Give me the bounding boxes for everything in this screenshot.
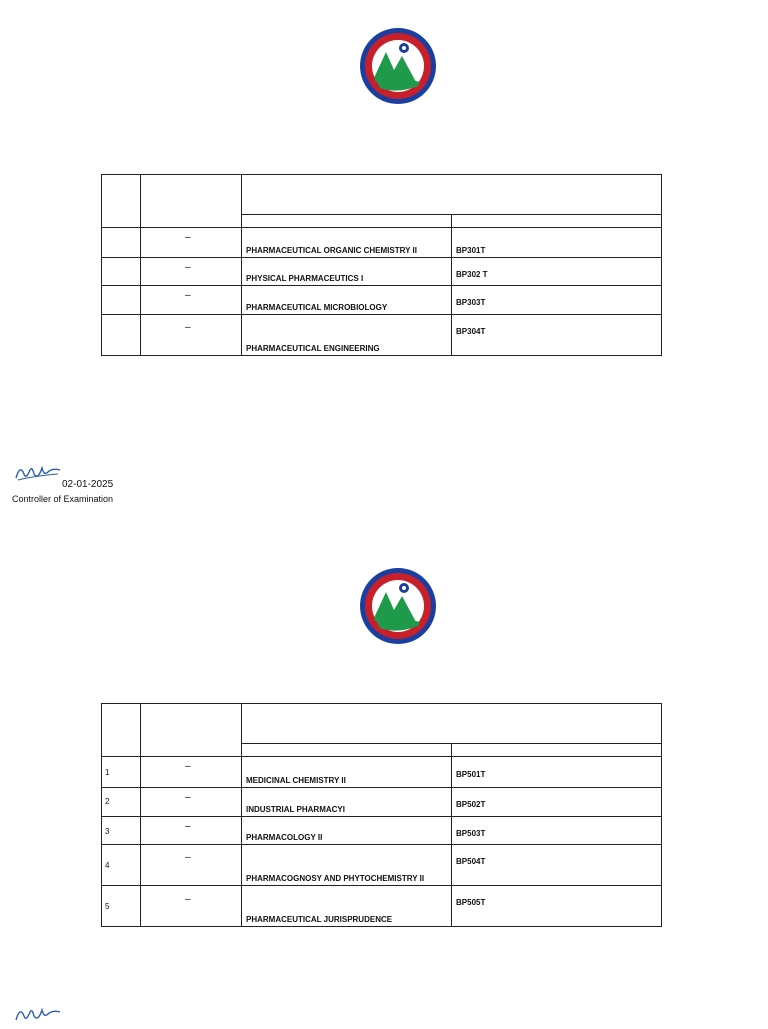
signatory-title: Controller of Examination (12, 494, 114, 504)
subject-code: BP301T (456, 246, 486, 255)
table-row (102, 817, 662, 845)
table-row (102, 258, 662, 286)
header-cell (242, 704, 662, 744)
university-logo (358, 26, 438, 106)
date-dash: – (185, 761, 191, 772)
subject-code: BP505T (456, 898, 486, 907)
signature-date: 02-01-2025 (62, 479, 114, 490)
subject-code: BP504T (456, 857, 486, 866)
serial-number: 3 (105, 827, 110, 836)
subject-name: PHARMACOLOGY II (246, 833, 323, 842)
header-cell (141, 175, 242, 228)
date-dash: – (185, 290, 191, 301)
table-row (102, 886, 662, 927)
serial-number: 2 (105, 797, 110, 806)
date-dash: – (185, 792, 191, 803)
date-dash: – (185, 322, 191, 333)
date-dash: – (185, 821, 191, 832)
subject-name: PHARMACOGNOSY AND PHYTOCHEMISTRY II (246, 874, 425, 883)
date-dash: – (185, 262, 191, 273)
subject-code: BP502T (456, 800, 486, 809)
header-cell (141, 704, 242, 757)
subject-code: BP501T (456, 770, 486, 779)
subject-name: PHYSICAL PHARMACEUTICS I (246, 274, 364, 283)
table-row (102, 315, 662, 356)
header-cell (102, 175, 141, 228)
subject-code: BP303T (456, 298, 486, 307)
header-cell (452, 744, 662, 757)
subject-name: PHARMACEUTICAL ORGANIC CHEMISTRY II (246, 246, 417, 255)
subject-code: BP503T (456, 829, 486, 838)
table-row (102, 757, 662, 788)
signature (14, 462, 62, 489)
date-dash: – (185, 852, 191, 863)
subject-name: PHARMACEUTICAL MICROBIOLOGY (246, 303, 388, 312)
subject-code: BP302 T (456, 270, 488, 279)
exam-schedule-table-2 (101, 703, 662, 927)
university-logo (358, 566, 438, 646)
serial-number: 5 (105, 902, 110, 911)
table-row (102, 228, 662, 258)
table-row (102, 286, 662, 315)
signature (14, 1004, 62, 1029)
exam-schedule-table-1 (101, 174, 662, 356)
subject-name: MEDICINAL CHEMISTRY II (246, 776, 346, 785)
header-cell (242, 215, 452, 228)
date-dash: – (185, 894, 191, 905)
subject-name: PHARMACEUTICAL ENGINEERING (246, 344, 380, 353)
date-dash: – (185, 232, 191, 243)
header-cell (102, 704, 141, 757)
serial-number: 4 (105, 861, 110, 870)
serial-number: 1 (105, 768, 110, 777)
table-row (102, 845, 662, 886)
header-cell (452, 215, 662, 228)
header-cell (242, 175, 662, 215)
table-row (102, 788, 662, 817)
subject-code: BP304T (456, 327, 486, 336)
subject-name: PHARMACEUTICAL JURISPRUDENCE (246, 915, 393, 924)
subject-name: INDUSTRIAL PHARMACYI (246, 805, 345, 814)
header-cell (242, 744, 452, 757)
